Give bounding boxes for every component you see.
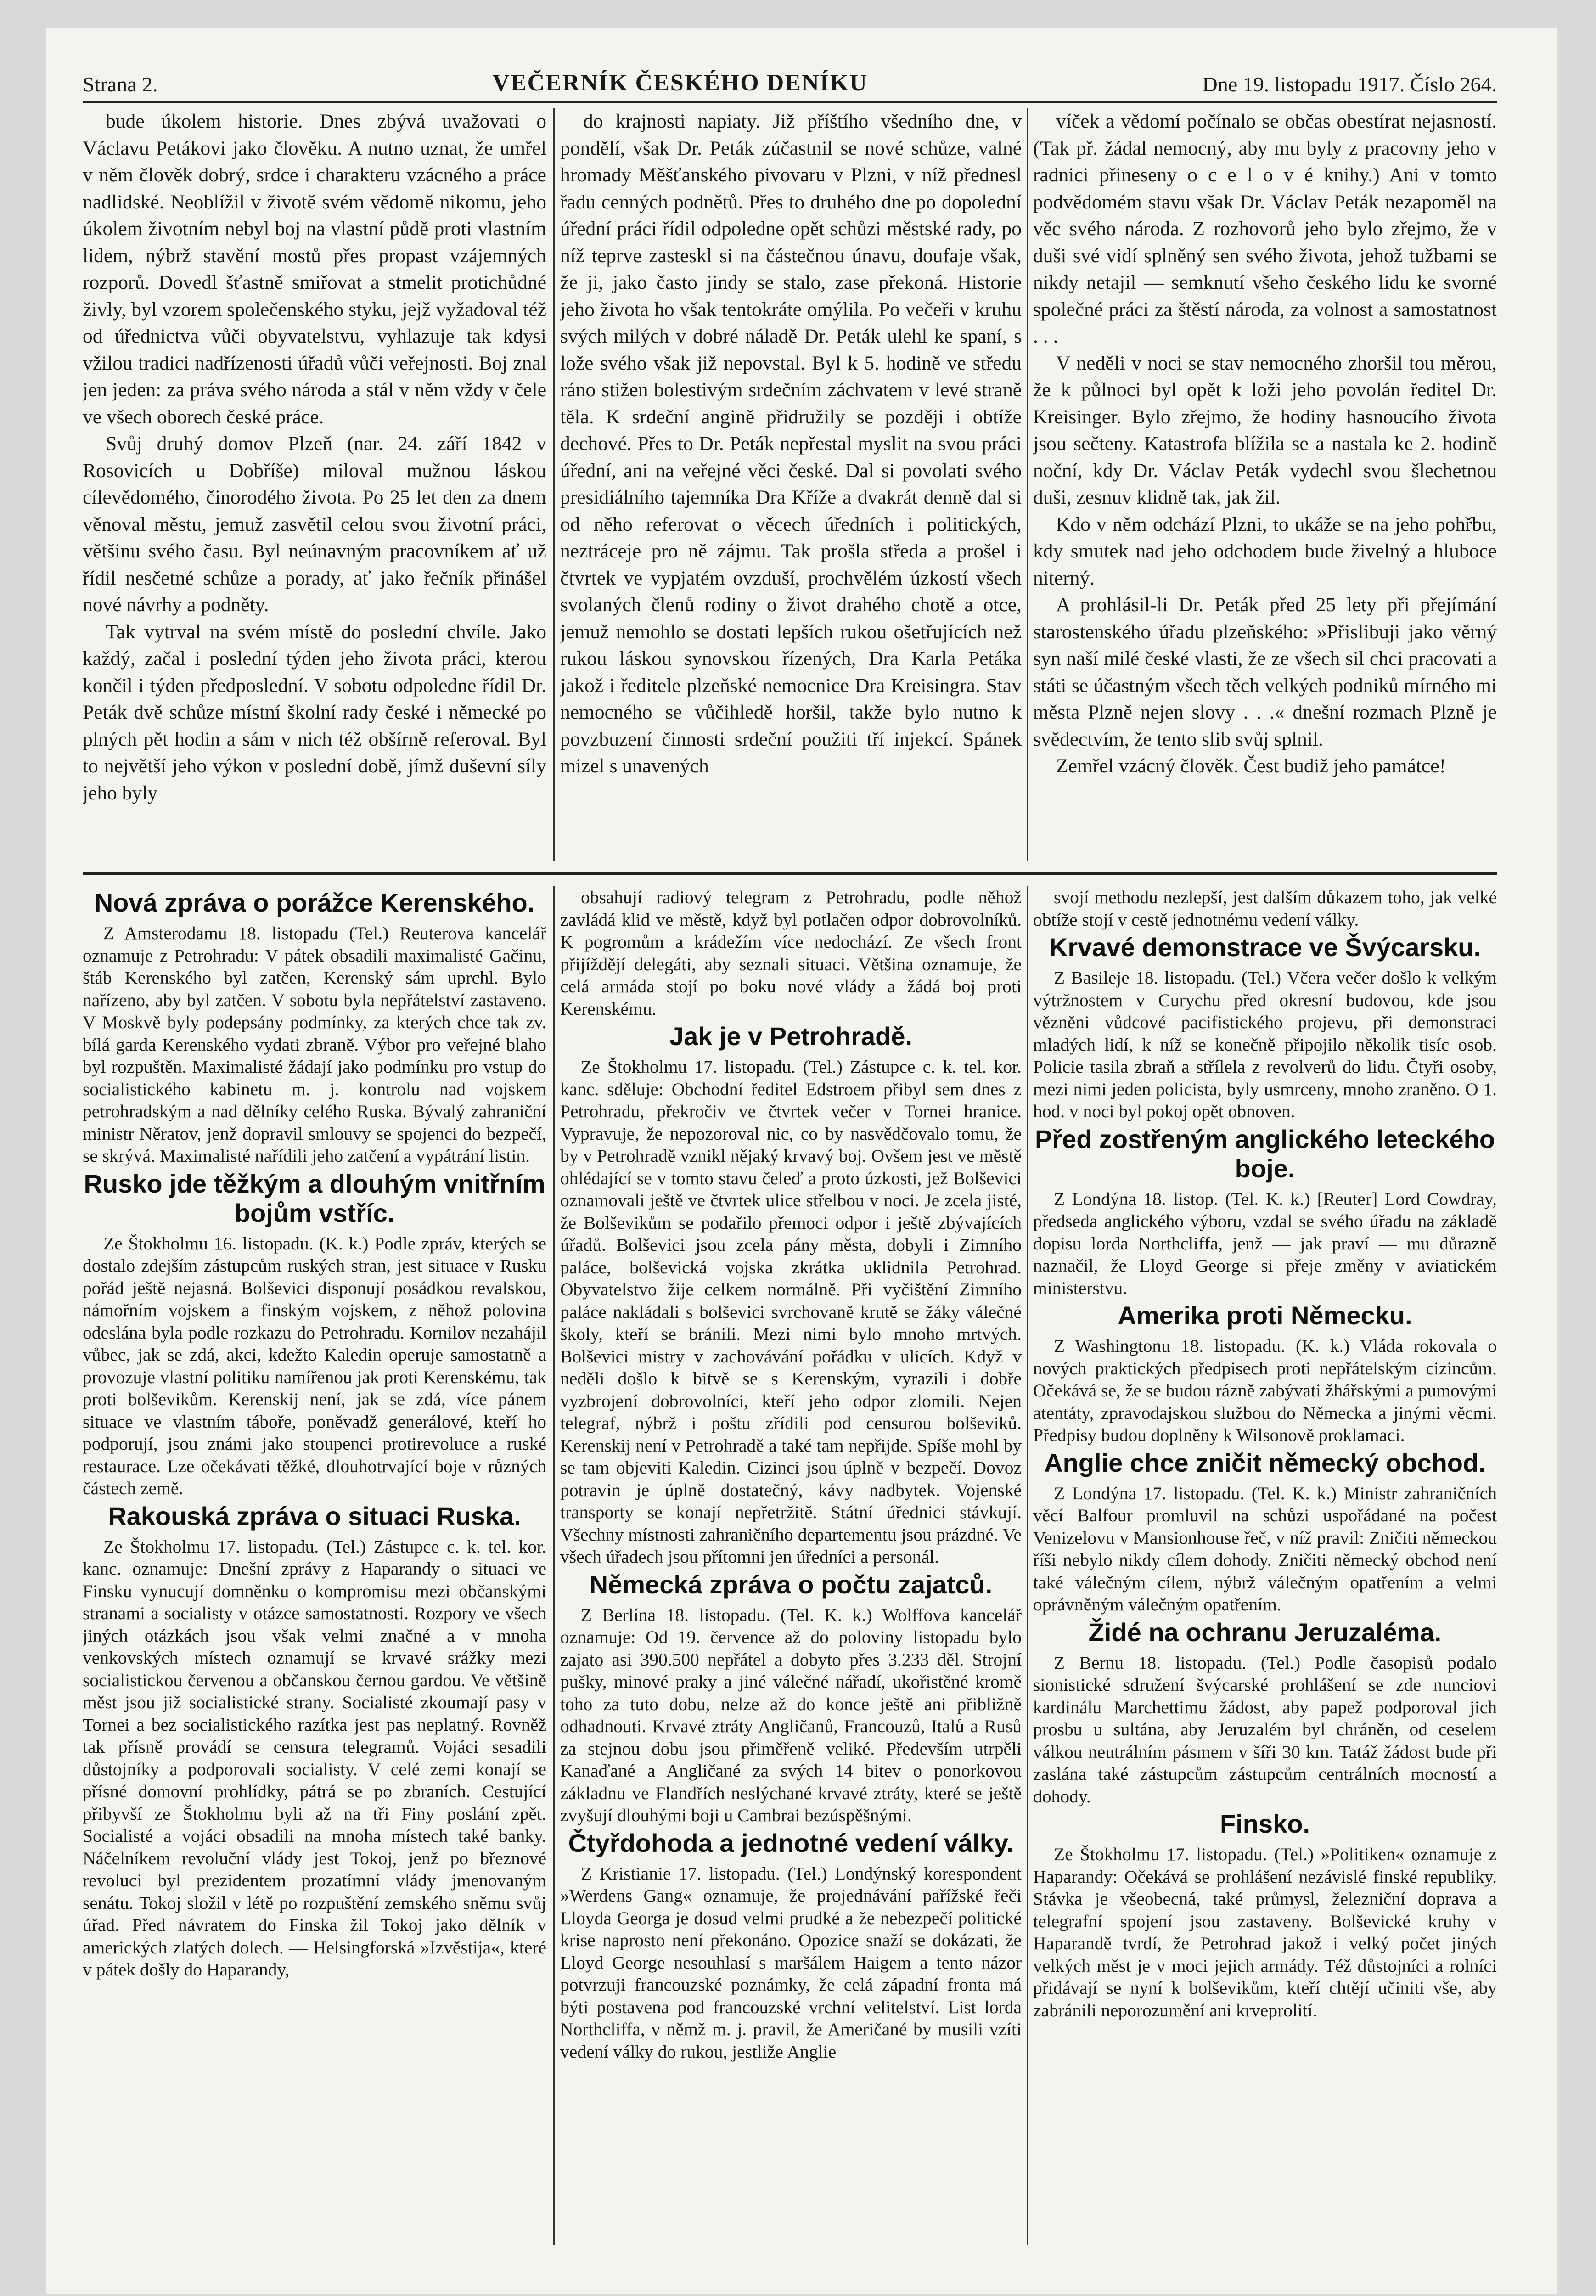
column-rule — [553, 108, 555, 861]
paragraph: víček a vědomí počínalo se občas obestírat nejasností. (Tak př. žádal nemocný, aby mu byly z pracovny jeho v radnici přineseny o c e l o v é knihy.) Ani v tomto podvědomém stavu však Dr. Václav Peták nezapoměl na věc svého národa. Z rozhovorů jeho bylo zřejmo, že v duši své vidí splněný sen svého života, jehož tužbami se nikdy netajil — semknutí všeho českého lidu ke svorné společné práci za štěstí národa, za volnost a samostatnost . . . — [1033, 110, 1497, 347]
article-body: Z Amsterodamu 18. listopadu (Tel.) Reuterova kancelář oznamuje z Petrohradu: V pátek obsadili maximalisté Gačinu, štáb Kerenského byl zatčen, Kerenský sám uprchl. Bylo nařízeno, aby byl zatčen. V sobotu byla nepřátelství zastaveno. V Moskvě byly podepsány podmínky, za kterých chce tak zv. bílá garda Kerenského vydati zbraně. Výbor pro veřejné blaho byl rozpuštěn. Maximalisté žádají jako podmínku pro vstup do socialistického kabinetu m. j. kontrolu nad vojskem petrohradským a nad dělníky celého Ruska. Bývalý zahraniční ministr Něratov, jenž dopravil smlouvy se spojenci do bezpečí, se skrývá. Maximalisté nařídili jeho zatčení a vypátrání listin. — [83, 923, 546, 1166]
paragraph: Kdo v něm odchází Plzni, to ukáže se na jeho pohřbu, kdy smutek nad jeho odchodem bude živelný a hluboce niterný. — [1033, 513, 1497, 589]
article-headline: Rusko jde těžkým a dlouhým vnitřním bojům vstříc. — [84, 1169, 545, 1227]
article-headline: Amerika proti Německu. — [1118, 1301, 1412, 1330]
paragraph: do krajnosti napiaty. Již příštího všedního dne, v pondělí, však Dr. Peták zúčastnil se nové schůze, valné hromady Měšťanského pivovaru v Plzni, v níž přednesl řadu cenných podnětů. Přes to druhého dne po dopolední úřední práci řídil odpoledne opět schůzi městské rady, po níž teprve zasteskl si na částečnou únavu, doufaje však, že ji, jako často jindy se stalo, zase překoná. Historie jeho života ho však tentokráte omýlila. Po večeři v kruhu svých milých v dobré náladě Dr. Peták ulehl ke spaní, s lože svého však již nepovstal. Byl k 5. hodině ve středu ráno stižen bolestivým srdečním záchvatem v levé straně těla. K srdeční angině přidružily se později i obtíže dechové. Přes to Dr. Peták nepřestal myslit na svou práci úřední, ani na veřejné věci české. Dal si povolati svého presidiálního tajemníka Dra Kříže a dvakrát denně dal si od něho referovat o věcech úředních i politických, neztráceje pro ně zájmu. Tak prošla středa a prošel i čtvrtek ve vypjatém ovzduší, prochvělém úzkostí všech svolaných členů rodiny o život drahého chotě a otce, jemuž nemohlo se dostati lepších rukou ošetřujících než rukou láskou synovskou řízených, Dra Karla Petáka jakož i ředitele plzeňské nemocnice Dra Kreisingra. Stav nemocného se vůčihledě horšil, takže bylo nutno k povzbuzení činnosti srdeční použiti tří injekcí. Spánek mizel s unavených — [560, 110, 1022, 777]
article-headline: Jak je v Petrohradě. — [669, 1022, 913, 1051]
paragraph: Svůj druhý domov Plzeň (nar. 24. září 1842 v Rosovicích u Dobříše) miloval mužnou láskou cílevědomého, činorodého života. Po 25 let den za dnem věnoval městu, jemuž zasvětil celou svou životní práci, většinu svého času. Byl neúnavným pracovníkem ať už řídil nesčetné schůze a porady, ať jako řečník přinášel nové návrhy a podněty. — [83, 433, 546, 616]
date-and-issue: Dne 19. listopadu 1917. Číslo 264. — [1202, 73, 1497, 96]
obituary-column-1 — [83, 108, 546, 861]
news-column-3 — [1033, 886, 1497, 2245]
news-column-1 — [83, 886, 546, 2245]
newspaper-page — [46, 28, 1557, 2294]
obituary-column-2 — [560, 108, 1022, 861]
article-headline: Čtyřdohoda a jednotné vedení války. — [568, 1828, 1014, 1857]
article-body: Z Berlína 18. listopadu. (Tel. K. k.) Wolffova kancelář oznamuje: Od 19. července až do poloviny listopadu bylo zajato asi 390.500 nepřátel a dobyto přes 3.233 děl. Strojní pušky, minové praky a jiné válečné nářadí, ukořistěné kromě toho za tuto dobu, nelze až do konce ještě ani přibližně odhadnouti. Krvavé ztráty Angličanů, Francouzů, Italů a Rusů za stejnou dobu jsou přiměřeně veliké. Především utrpěli Kanaďané a Angličané za svých 14 bitev o ponorkovou základnu ve Flandřích neslýchané krvavé ztráty, které se ještě zvyšují dlouhými boji u Cambrai bezúspěšnými. — [560, 1604, 1022, 1825]
paragraph: A prohlásil-li Dr. Peták před 25 lety při přejímání starostenského úřadu plzeňského: »Přislibuji jako věrný syn naší milé české vlasti, že ze všech sil chci pracovati a státi se účastným všech těch velkých podniků mírného mi města Plzně nejen slovy . . .« dnešní rozmach Plzně je svědectvím, že tento slib svůj splnil. — [1033, 594, 1497, 750]
obituary-column-3 — [1033, 108, 1497, 861]
paragraph: Tak vytrval na svém místě do poslední chvíle. Jako každý, začal i poslední týden jeho života práci, kterou končil i týden předposlední. V sobotu odpoledne řídil Dr. Peták dvě schůze místní školní rady české i německé po plných pět hodin a sám v nich též obšírně referoval. Byl to největší jeho výkon v poslední době, jímž duševní síly jeho byly — [83, 620, 546, 804]
article-body: Ze Štokholmu 17. listopadu. (Tel.) »Politiken« oznamuje z Haparandy: Očekává se prohlášení nezávislé finské republiky. Stávka je všeobecná, také průmysl, železniční doprava a telegrafní spojení jsou zastaveny. Bolševické kruhy v Haparandě tvrdí, že Petrohrad jakož i velký počet jiných velkých měst je v moci jejich armády. Též důstojníci a rolníci přidávají se nyní k bolševikům, kteří chtějí učiniti vše, aby zabránili neporozumění ani krveprolití. — [1033, 1844, 1497, 2020]
column-rule — [1027, 886, 1028, 2245]
column-rule — [1027, 108, 1028, 861]
article-body: Z Washingtonu 18. listopadu. (K. k.) Vláda rokovala o nových praktických předpisech proti nepřátelským cizincům. Očekává se, že se budou rázně zabývati žhářskými a pumovými atentáty, zpravodajskou službou do Německa a jinými věcmi. Předpisy budou doplněny k Wilsonově proklamaci. — [1033, 1336, 1497, 1445]
article-headline: Před zostřeným anglického leteckého boje. — [1034, 1124, 1495, 1183]
article-body: obsahují radiový telegram z Petrohradu, podle něhož zavládá klid ve městě, když byl potlačen odpor dobrovolníků. K pogromům a krádežím více nedochází. Ze všech front přijíždějí delegáti, aby seznali situaci. Většina oznamuje, že celá armáda stojí po boku nové vlády a žádá boj proti Kerenskému. — [560, 887, 1022, 1019]
article-body: Z Londýna 18. listop. (Tel. K. k.) [Reuter] Lord Cowdray, předseda anglického výboru, vzdal se svého úřadu na základě dopisu lorda Northcliffa, jenž — jak praví — mu důrazně naznačil, že Lloyd George si přeje změny v aviatickém ministerstvu. — [1033, 1188, 1497, 1298]
article-headline: Židé na ochranu Jeruzaléma. — [1088, 1617, 1442, 1647]
page-number: Strana 2. — [83, 73, 158, 96]
article-headline: Finsko. — [1219, 1809, 1310, 1838]
article-headline: Krvavé demonstrace ve Švýcarsku. — [1049, 933, 1481, 962]
article-body: Z Londýna 17. listopadu. (Tel. K. k.) Ministr zahraničních věcí Balfour promluvil na schůzi uspořádané na počest Venizelovu v Mansionhouse řeč, v níž pravil: Zničiti německou říši nebylo nikdy cílem dohody. Zničiti německý obchod není také válečným cílem, nýbrž válečným opatřením a velmi oprávněným válečným opatřením. — [1033, 1483, 1497, 1615]
article-body: Z Bernu 18. listopadu. (Tel.) Podle časopisů podalo sionistické sdružení švýcarské prohlášení se zde nunciovi kardinálu Marchettimu žádost, aby papež podporoval jich prosbu u sultána, aby Jeruzalém byl chráněn, od ceselem válkou neutrálním pásmem v šíři 30 km. Tatáž žádost bude při zaslána také zástupcům zástupcům centrálních mocností a dohody. — [1033, 1652, 1497, 1806]
article-body: Z Basileje 18. listopadu. (Tel.) Včera večer došlo k velkým výtržnostem v Curychu před okresní budovou, kde jsou vězněni vůdcové pacifistického projevu, při demonstraci mladých lidí, k níž se konečně připojilo několik tisíc osob. Policie tasila zbraň a střílela z revolverů do lidu. Čtyři osoby, mezi nimi jeden policista, byly usmrceny, mnoho zraněno. O 1. hod. v noci byl pokoj opět obnoven. — [1033, 968, 1497, 1121]
paragraph: bude úkolem historie. Dnes zbývá uvažovati o Václavu Petákovi jako člověku. A nutno uznat, že umřel v něm člověk dobrý, srdce i charakteru vzácného a práce nadlidské. Neoblížil v životě svém vědomě nikomu, jeho úkolem životním nebyl boj na vlastní půdě proti vlastním lidem, nýbrž stavění mostů přes propast vzájemných rozporů. Dovedl šťastně smiřovat a stmelit protichůdné živly, byl vzorem společenského styku, jejž vyžadoval též od úřednictva vůči obyvatelstvu, vyhlazuje tak kdysi vžilou tradici nadřízenosti úřadů vůči veřejnosti. Boj znal jen jeden: za práva svého národa a stál v něm vždy v čele ve všech oborech české práce. — [83, 110, 546, 428]
article-body: Z Kristianie 17. listopadu. (Tel.) Londýnský korespondent »Werdens Gang« oznamuje, že projednávání pařížské řeči Lloyda Georga je dosud velmi prudké a že nebezpečí politické krise naprosto není překonáno. Opozice snaží se dokázati, že Lloyd George nesouhlasí s maršálem Haigem a tento názor potvrzuji francouzské poznámky, že celá západní fronta má býti postavena pod francouzské vrchní velitelství. List lorda Northcliffa, v němž m. j. pravil, že Američané by musili vzíti vedení války do rukou, jestliže Anglie — [560, 1863, 1022, 2062]
column-rule — [553, 886, 555, 2245]
paragraph: Zemřel vzácný člověk. Čest budiž jeho památce! — [1056, 755, 1446, 777]
article-headline: Rakouská zpráva o situaci Ruska. — [108, 1501, 521, 1531]
article-headline: Nová zpráva o porážce Kerenského. — [94, 888, 535, 917]
news-column-2 — [560, 886, 1022, 2245]
article-body: Ze Štokholmu 17. listopadu. (Tel.) Zástupce c. k. tel. kor. kanc. sděluje: Obchodní ředitel Edstroem přibyl sem dnes z Petrohradu, překročiv ve čtvrtek večer v Tornei hranice. Vypravuje, že nepozoroval nic, co by nasvědčovalo tomu, že by v Petrohradě vznikl nějaký krvavý boj. Ovšem jest ve městě ohlédající se v tomto stavu čeleď a proto úzkosti, jež Bolševici oznamovali ještě ve čtvrtek ulice střelbou v noci. Je zcela jisté, že Bolševikům se podařilo přemoci odpor i ještě zbývajících úřadů. Bolševici jsou zcela pány města, dobyli i Zimního paláce, bolševická vojska zkrátka uklidnila Petrohrad. Obyvatelstvo žije celkem normálně. Při vyčištění Zimního paláce nakládali s bolševici svrchovaně krutě se žáky válečné školy, kteří se bránili. Mezi nimi bylo mnoho mrtvých. Bolševici mistry v zachovávání pořádku v ulicích. Když v neděli došlo k bitvě se s Kerenským, vyrazili i dobře vyzbrojení dobrovolníci, kteří jeho odpor zlomili. Nejen telegraf, nýbrž i poštu zřídili pod censurou bolševiků. Kerenskij není v Petrohradě a také tam nepřijde. Spíše mohl by se tam objeviti Kaledin. Cizinci jsou úplně v bezpečí. Dovoz potravin je úplně dostatečný, kávy nadbytek. Vojenské transporty se konají nepřetržitě. Státní úřednici stávkují. Všechny místnosti zahraničního departementu jsou prázdné. Ve všech úřadech jsou přítomni jen úředníci a personál. — [560, 1057, 1022, 1567]
article-body: Ze Štokholmu 17. listopadu. (Tel.) Zástupce c. k. tel. kor. kanc. oznamuje: Dnešní zprávy z Haparandy o situaci ve Finsku vynucují domněnku o kompromisu mezi občanskými stranami a socialisty v otázce samostatnosti. Rozpory ve všech jiných otázkách jsou však velmi značné a v mnoha venkovských místech oznamují se krvavé srážky mezi socialistickou červenou a občanskou černou gardou. Ve většině měst jsou již socialistické strany. Socialisté zkoumají pasy v Tornei a bez socialistického razítka jest pas neplatný. Rovněž tak přísně provádí se censura telegramů. Vojáci sesadili důstojníky a podporovali socialisty. V celé zemi konají se přísné domovní prohlídky, pátrá se po zbraních. Cestující přibyvší ze Štokholmu byli až na tři Finy poslání zpět. Socialisté a vojáci obsadili na mnoha místech také banky. Náčelníkem revoluční vlády jest Tokoj, jenž po březnové revoluci byl prezidentem prozatímní vlády jmenovaným senátu. Tokoj složil v létě po rozpuštění zemského sněmu svůj úřad. Před návratem do Finska žil Tokoj jako dělník v amerických zlatých dolech. — Helsingforská »Izvěstija«, které v pátek došly do Haparandy, — [83, 1536, 546, 1980]
article-body: svojí methodu nezlepší, jest dalším důkazem toho, jak velké obtíže stojí v cestě jednotnému vedení války. — [1033, 887, 1497, 930]
article-headline: Německá zpráva o počtu zajatců. — [589, 1570, 993, 1599]
page-header — [83, 64, 1497, 96]
header-rule — [83, 101, 1497, 103]
masthead-title: VEČERNÍK ČESKÉHO DENÍKU — [492, 70, 868, 96]
paragraph: V neděli v noci se stav nemocného zhoršil tou měrou, že k půlnoci byl opět k loži jeho povolán ředitel Dr. Kreisinger. Bylo zřejmo, že hodiny hasnoucího života jsou sečteny. Katastrofa blížila se a nastala ke 2. hodině noční, kdy Dr. Václav Peták vydechl svou šlechetnou duši, zesnuv klidně tak, jak žil. — [1033, 352, 1497, 508]
section-rule — [83, 872, 1497, 875]
article-body: Ze Štokholmu 16. listopadu. (K. k.) Podle zpráv, kterých se dostalo zdejším zástupcům ruských stran, jest situace v Rusku pořád ještě nejasná. Bolševici disponují posádkou revalskou, námořním vojskem a finským vojskem, z něhož polovina odeslána byla podle rozkazu do Petrohradu. Kornilov nezahájil vůbec, jak se zdá, akci, kdežto Kaledin operuje samostatně a provozuje vlastní politiku namířenou jak proti Kerenskému, tak proti bolševikům. Kerenskij není, jak se zdá, více pánem situace ve vlastním táboře, poněvadž generálové, kteří ho podporují, jsou známi jako stoupenci protirevoluce a ruské restaurace. Lze očekávati těžké, dlouhotrvající boje v různých částech země. — [83, 1233, 546, 1498]
article-headline: Anglie chce zničit německý obchod. — [1044, 1448, 1486, 1477]
